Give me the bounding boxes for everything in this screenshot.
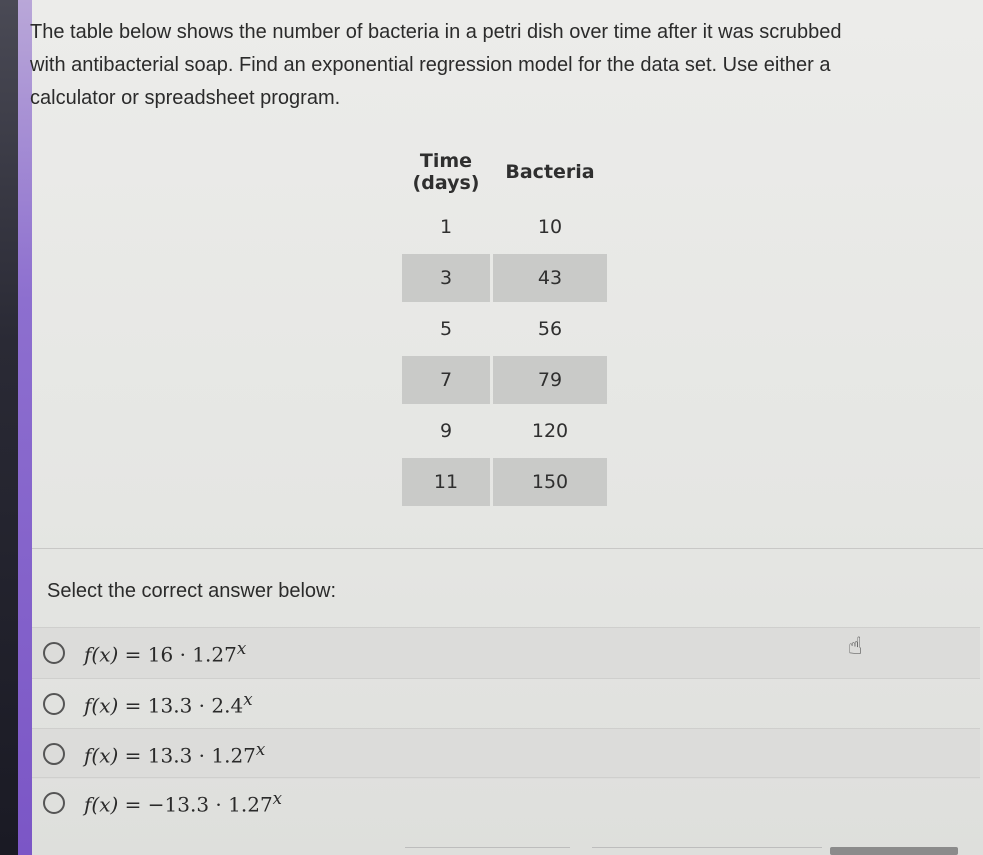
table-row (402, 305, 607, 353)
cell-time: 3 (402, 254, 490, 302)
option-formula: $f(x) = 13.3 \cdot 2.4^x$ (84, 690, 253, 718)
table-header-row (402, 144, 607, 200)
formula-base: 1.27 (211, 743, 256, 768)
cell-bacteria: 120 (531, 420, 569, 442)
option-formula: $f(x) = 13.3 \cdot 1.27^x$ (84, 740, 266, 768)
table-row (402, 356, 607, 404)
formula-base: 1.27 (192, 642, 237, 667)
header-time-line-2: (days) (412, 172, 480, 194)
section-divider (32, 548, 983, 549)
question-line-2: with antibacterial soap. Find an exponential regression model for the data set. Use either a (30, 54, 831, 76)
formula-coef: 13.3 (147, 743, 193, 768)
cell-time: 11 (402, 458, 490, 506)
formula-lhs: f(x) = (84, 743, 148, 768)
table-row (402, 254, 607, 302)
radio-empty-icon[interactable] (43, 642, 65, 664)
hand-pointer-icon: ☝ (848, 633, 863, 660)
table-row (402, 458, 607, 506)
submit-button-edge[interactable] (830, 847, 958, 855)
formula-exp: x (272, 789, 283, 809)
left-accent-bar (18, 0, 32, 855)
formula-exp: x (243, 690, 253, 710)
bottom-divider-2 (592, 847, 822, 848)
header-bacteria: Bacteria (505, 161, 595, 183)
table-row (402, 407, 607, 455)
formula-lhs: f(x) = (84, 792, 148, 817)
answer-option-2[interactable] (32, 678, 980, 729)
formula-base: 2.4 (211, 693, 244, 718)
cell-bacteria: 10 (537, 216, 563, 238)
formula-coef: 13.3 (147, 693, 193, 718)
answer-option-4[interactable] (32, 777, 980, 828)
formula-coef: −13.3 (147, 792, 210, 817)
header-time (402, 144, 490, 200)
answer-option-1[interactable] (32, 627, 980, 678)
table-row (402, 203, 607, 251)
option-formula: $f(x) = 16 \cdot 1.27^x$ (84, 639, 247, 667)
radio-empty-icon[interactable] (43, 693, 65, 715)
question-text (30, 16, 970, 115)
formula-base: 1.27 (228, 792, 273, 817)
cell-bacteria: 150 (493, 458, 607, 506)
cell-bacteria: 79 (493, 356, 607, 404)
cell-bacteria: 43 (493, 254, 607, 302)
cell-time: 1 (439, 216, 453, 238)
bottom-divider-1 (405, 847, 570, 848)
data-table (399, 141, 610, 509)
radio-empty-icon[interactable] (43, 743, 65, 765)
cell-time: 5 (439, 318, 453, 340)
formula-exp: x (236, 639, 247, 659)
cell-time: 7 (402, 356, 490, 404)
formula-exp: x (255, 740, 266, 760)
question-line-3: calculator or spreadsheet program. (30, 87, 341, 109)
question-line-1: The table below shows the number of bacteria in a petri dish over time after it was scrubbed (30, 21, 842, 43)
formula-lhs: f(x) = (84, 642, 148, 667)
answer-option-3[interactable] (32, 728, 980, 779)
formula-coef: 16 (147, 642, 174, 667)
header-time-line-1: Time (419, 150, 473, 172)
cell-bacteria: 56 (537, 318, 563, 340)
radio-empty-icon[interactable] (43, 792, 65, 814)
left-dark-bar (0, 0, 18, 855)
option-formula: $f(x) = -13.3 \cdot 1.27^x$ (84, 789, 283, 817)
answer-prompt: Select the correct answer below: (47, 580, 337, 602)
formula-lhs: f(x) = (84, 693, 148, 718)
cell-time: 9 (439, 420, 453, 442)
